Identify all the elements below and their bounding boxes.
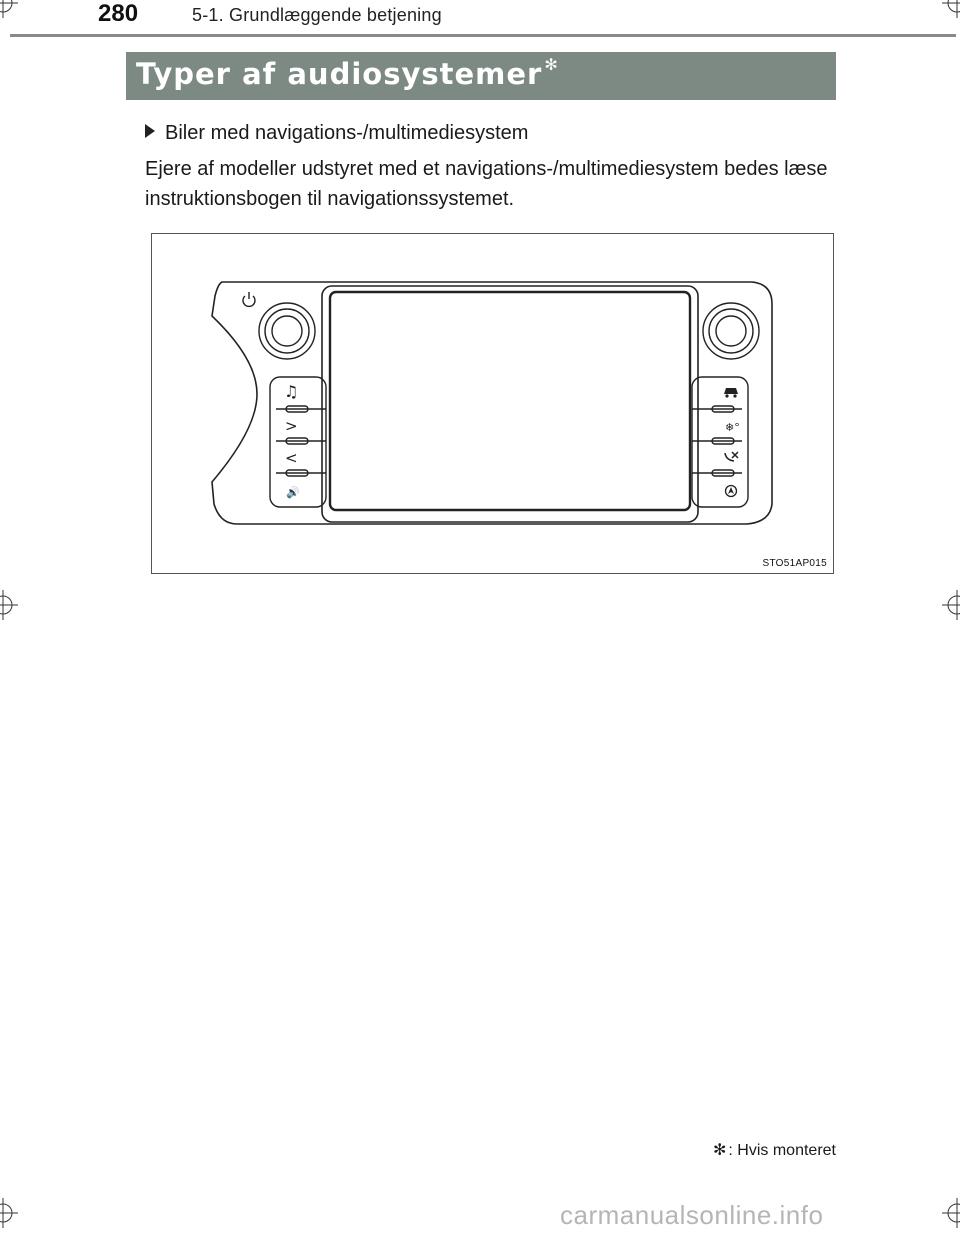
- audio-unit-illustration: [152, 234, 835, 575]
- bullet-arrow-icon: [145, 124, 155, 138]
- page-title-text: Typer af audiosystemer: [136, 57, 543, 91]
- bullet-item: [145, 122, 528, 145]
- body-paragraph: Ejere af modeller udstyret med et navigations-/multimediesystem bedes læse instruktionsbogen til navigationssystemet.: [145, 158, 828, 210]
- registration-mark-top-right: [942, 0, 960, 18]
- music-note-icon: ♫: [284, 382, 299, 401]
- bullet-text: Biler med navigations-/multimediesystem: [165, 122, 529, 144]
- volume-knob: [259, 303, 315, 359]
- registration-mark-bottom-right: [942, 1198, 960, 1228]
- speaker-icon: 🔊: [286, 486, 300, 499]
- header-rule: [10, 34, 956, 37]
- nav-icon: [726, 486, 737, 497]
- car-icon: [724, 388, 738, 398]
- page-title: [136, 57, 557, 91]
- phone-icon: [725, 452, 738, 461]
- screen: [330, 292, 690, 510]
- power-icon: [243, 292, 255, 306]
- chevron-right-icon: >: [285, 417, 298, 435]
- footnote-text: : Hvis monteret: [728, 1142, 836, 1159]
- title-asterisk-mark: ✻: [544, 55, 559, 74]
- figure-code: STO51AP015: [762, 558, 827, 569]
- page-header: [0, 0, 960, 40]
- climate-icon: ❄°: [725, 421, 740, 434]
- registration-mark-bottom-left: [0, 1198, 18, 1228]
- section-title: 5-1. Grundlæggende betjening: [192, 5, 442, 25]
- tune-knob: [703, 303, 759, 359]
- watermark: carmanualsonline.info: [560, 1200, 824, 1230]
- registration-mark-mid-left: [0, 590, 18, 620]
- footnote-mark: ✻: [713, 1142, 727, 1159]
- chevron-left-icon: <: [285, 449, 298, 467]
- registration-mark-top-left: [0, 0, 18, 18]
- title-band: [126, 52, 836, 100]
- figure-audio-unit: [151, 233, 834, 574]
- screen-frame: [322, 286, 698, 522]
- registration-mark-mid-right: [942, 590, 960, 620]
- right-button-column: [692, 377, 748, 507]
- footnote: [713, 1140, 836, 1160]
- page-number: 280: [98, 0, 139, 27]
